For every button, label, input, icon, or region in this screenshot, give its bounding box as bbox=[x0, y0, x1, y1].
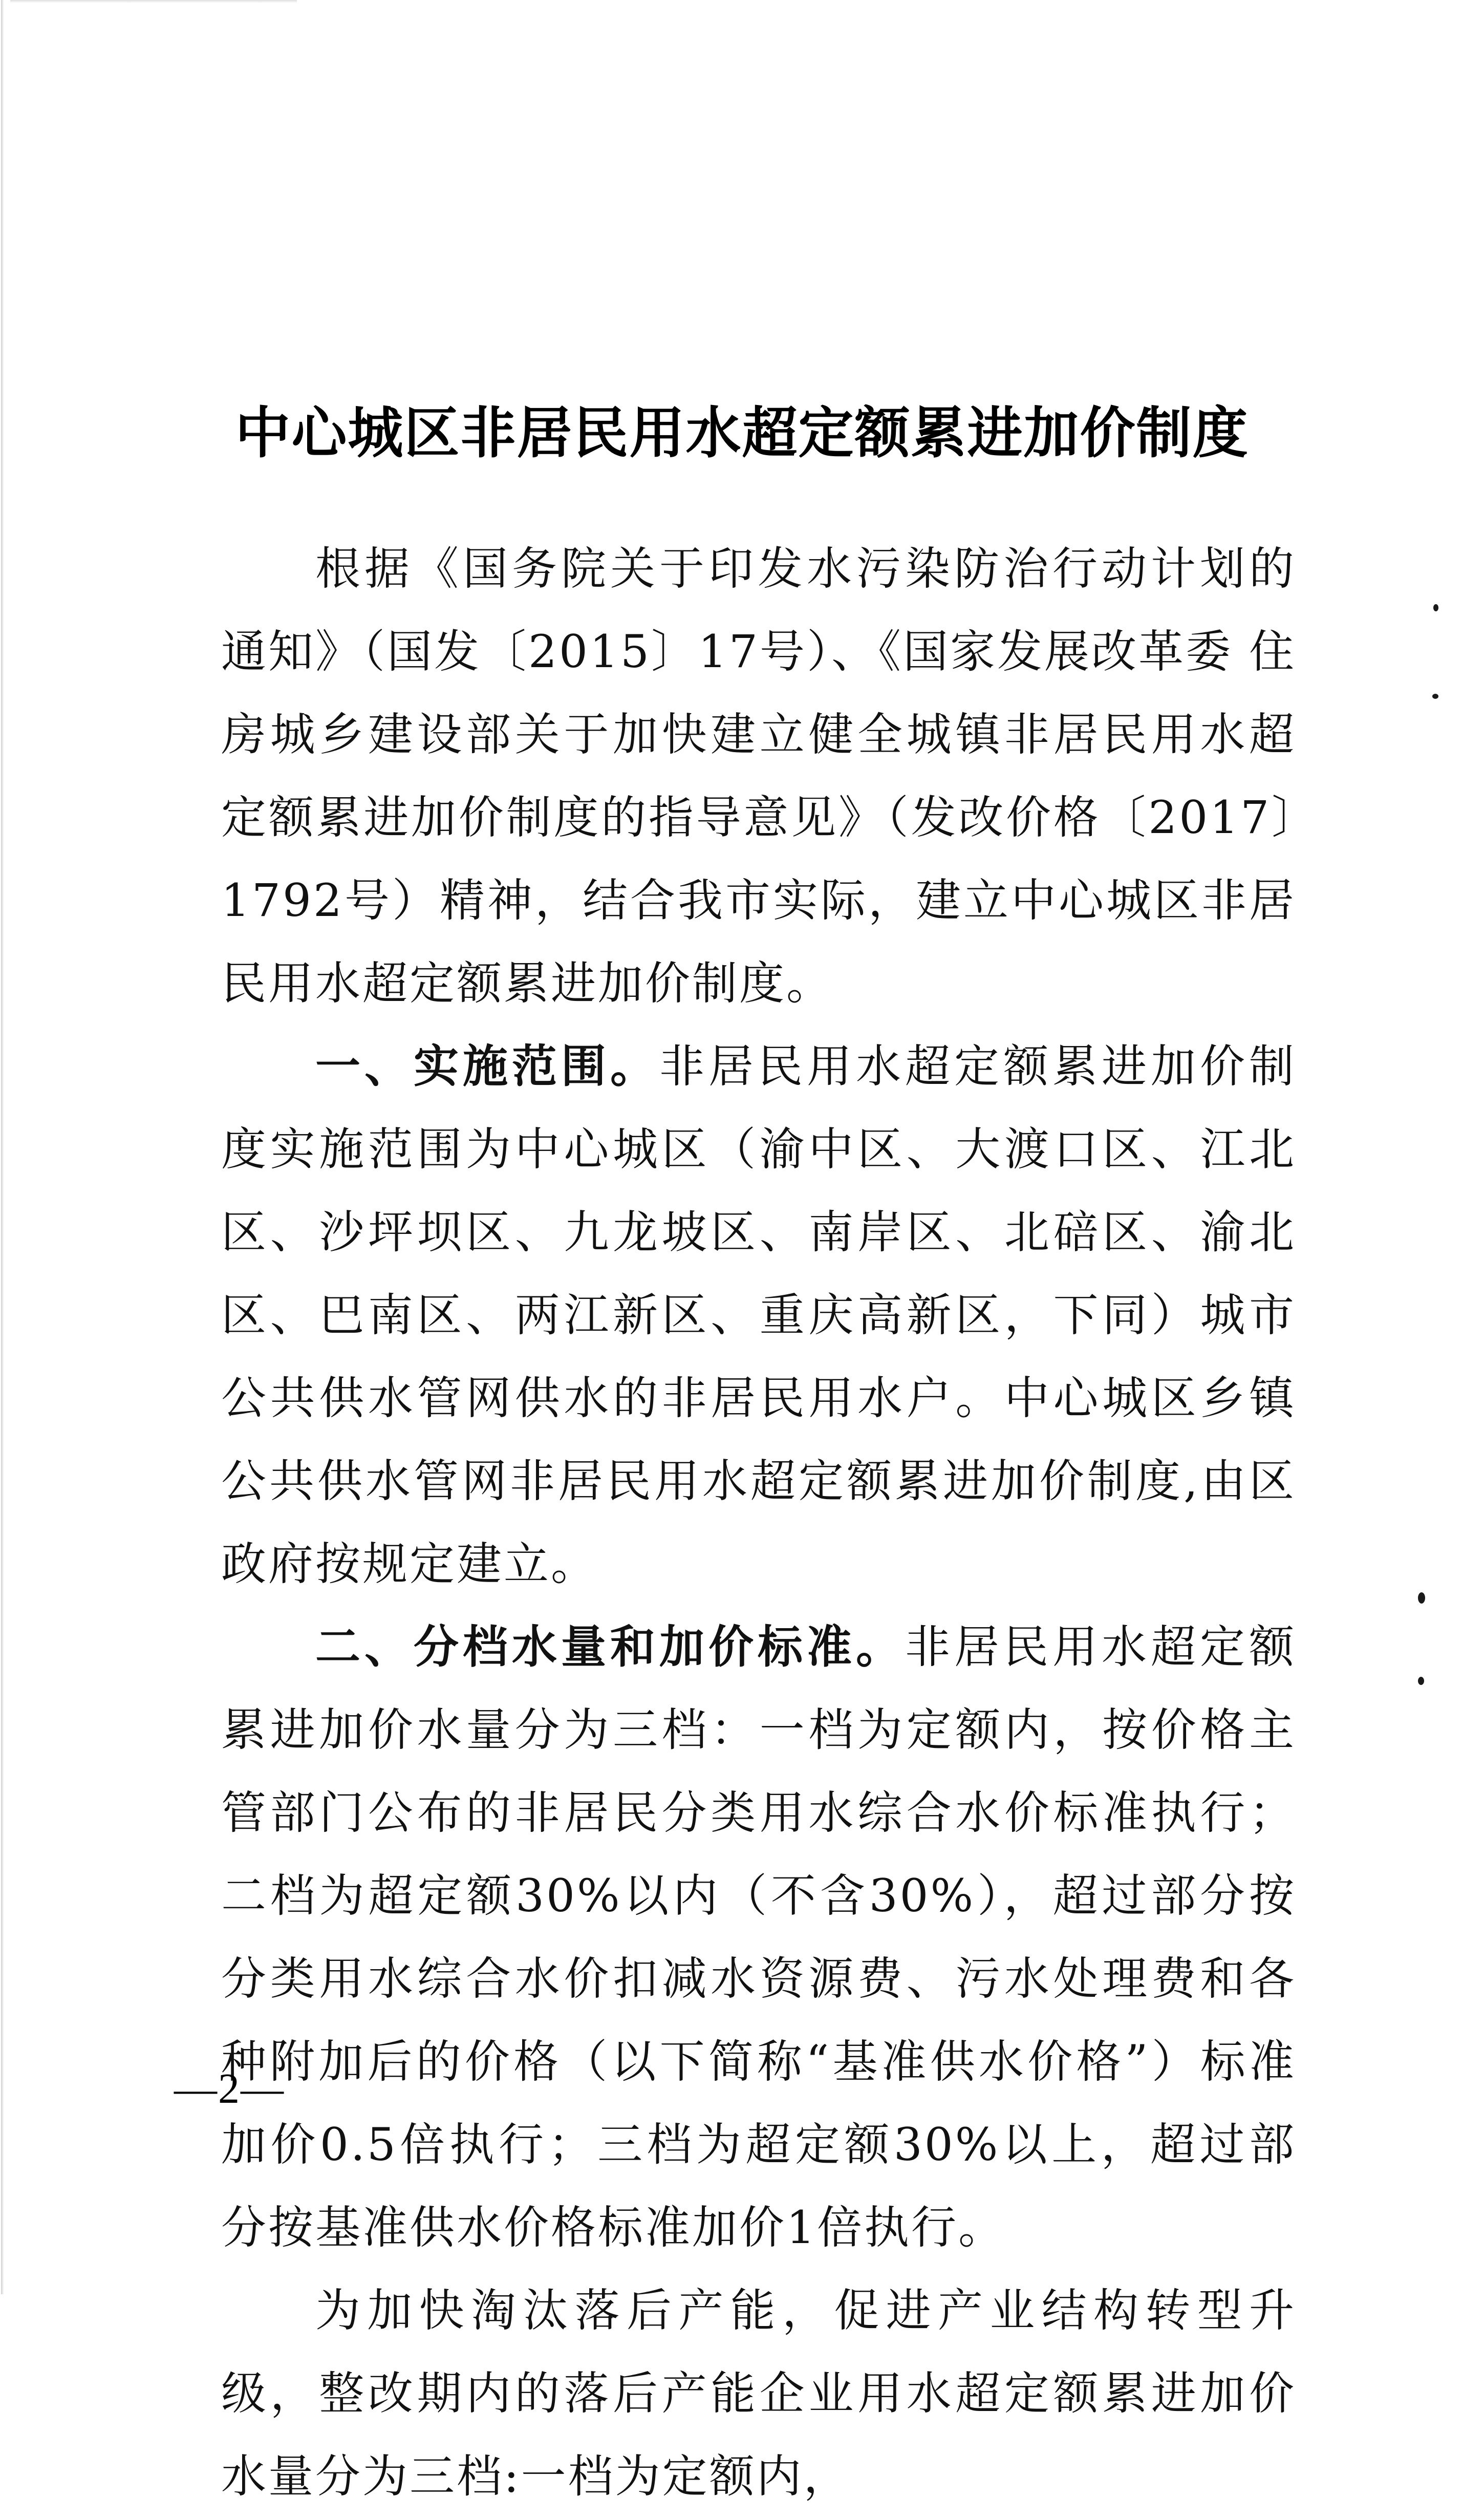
page-number: —2— bbox=[174, 2065, 285, 2112]
section-heading-tiers-and-surcharge: 二、分档水量和加价标准。 bbox=[315, 1620, 905, 1673]
scan-speck bbox=[1433, 604, 1438, 611]
document-body bbox=[221, 527, 1296, 2518]
section-text-tiers-and-surcharge: 非居民用水超定额累进加价水量分为三档：一档为定额内，按价格主管部门公布的非居民分类用水综合水价标准执行；二档为超定额30%以内（不含30%），超过部分按分类用水综合水价扣减水资源费、污水处理费和各种附加后的价格（以下简称“基准供水价格”）标准加价0.5倍执行；三档为超定额30%以上，超过部分按基准供水价格标准加价1倍执行。 bbox=[221, 1620, 1296, 2254]
paragraph-intro bbox=[221, 527, 1296, 1025]
section-heading-implementation-scope: 一、实施范围。 bbox=[315, 1040, 659, 1093]
paragraph-intro-text: 根据《国务院关于印发水污染防治行动计划的通知》（国发〔2015〕17号）、《国家发展改革委 住房城乡建设部关于加快建立健全城镇非居民用水超定额累进加价制度的指导意见》（发改价格〔2017〕1792号）精神，结合我市实际，建立中心城区非居民用水超定额累进加价制度。 bbox=[221, 542, 1296, 1010]
section-text-implementation-scope: 非居民用水超定额累进加价制度实施范围为中心城区（渝中区、大渡口区、江北区、沙坪坝区、九龙坡区、南岸区、北碚区、渝北区、巴南区、两江新区、重庆高新区，下同）城市公共供水管网供水的非居民用水户。中心城区乡镇公共供水管网非居民用水超定额累进加价制度,由区政府按规定建立。 bbox=[221, 1040, 1296, 1590]
scan-speck bbox=[1418, 1592, 1425, 1604]
paragraph-outdated-capacity bbox=[221, 2269, 1296, 2518]
scan-shadow-left-edge bbox=[1, 0, 4, 2294]
paragraph-section-implementation-scope bbox=[221, 1025, 1296, 1606]
paragraph-section-tiers-and-surcharge bbox=[221, 1606, 1296, 2269]
scan-speck bbox=[1418, 1677, 1424, 1685]
paragraph-outdated-capacity-text: 为加快淘汰落后产能，促进产业结构转型升级，整改期内的落后产能企业用水超定额累进加价水量分为三档:一档为定额内， bbox=[221, 2284, 1296, 2503]
document-title: 中心城区非居民用水超定额累进加价制度 bbox=[235, 401, 1249, 466]
scan-shadow-top-edge bbox=[10, 0, 297, 3]
scan-speck bbox=[1432, 694, 1438, 699]
